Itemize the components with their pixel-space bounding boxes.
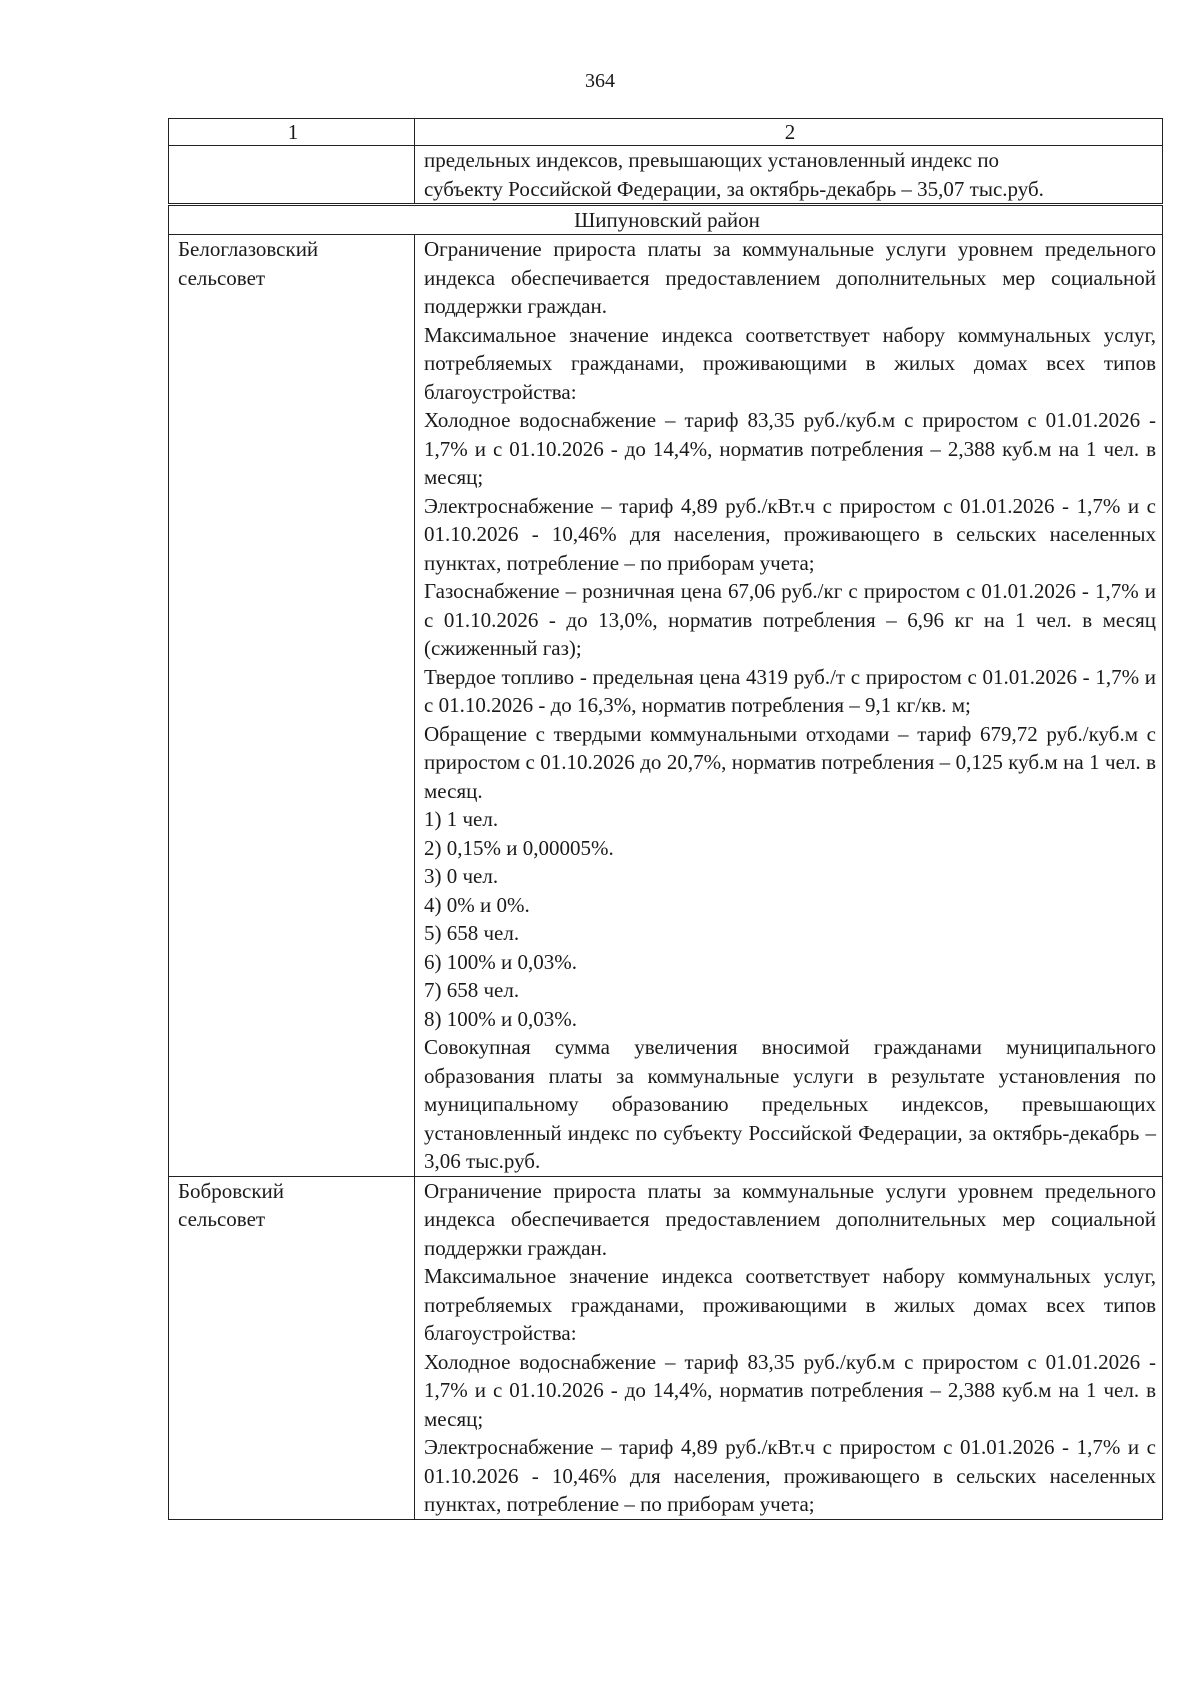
description-paragraph: Обращение с твердыми коммунальными отходами – тариф 679,72 руб./куб.м с приростом с 01.10.2026 до 20,7%, норматив потребления – 0,125 куб.м на 1 чел. в месяц. (424, 721, 1156, 803)
list-item: 1) 1 чел. (424, 807, 499, 831)
page-number: 364 (585, 70, 615, 92)
table-header-row (169, 119, 1163, 146)
municipality-name: Бобровский сельсовет (169, 1176, 415, 1519)
list-item: 4) 0% и 0%. (424, 892, 530, 917)
description-paragraph: Ограничение прироста платы за коммунальные услуги уровнем предельного индекса обеспечивается предоставлением дополнительных мер социальной поддержки граждан. (424, 237, 1156, 318)
municipality-name: Белоглазовский сельсовет (169, 235, 415, 1177)
table-row (169, 235, 1163, 1177)
list-item: 2) 0,15% и 0,00005%. (424, 835, 614, 860)
column-header-1: 1 (169, 119, 415, 146)
list-item: 8) 100% и 0,03%. (424, 1006, 577, 1031)
municipality-description (415, 1176, 1163, 1519)
list-item: 5) 658 чел. (424, 921, 520, 945)
list-item: 6) 100% и 0,03%. (424, 949, 577, 974)
description-paragraph: Газоснабжение – розничная цена 67,06 руб./кг с приростом с 01.01.2026 - 1,7% и с 01.10.2026 - до 13,0%, норматив потребления – 6,96 кг на 1 чел. в месяц (сжиженный газ); (424, 579, 1156, 660)
region-row (169, 205, 1163, 235)
column-header-2: 2 (415, 119, 1163, 146)
municipal-index-table (168, 118, 1163, 1520)
continuation-text-cell (415, 146, 1163, 205)
list-item: 7) 658 чел. (424, 978, 520, 1002)
list-item: 3) 0 чел. (424, 864, 499, 888)
continuation-row (169, 146, 1163, 205)
description-paragraph: Холодное водоснабжение – тариф 83,35 руб./куб.м с приростом с 01.01.2026 - 1,7% и с 01.10.2026 - до 14,4%, норматив потребления – 2,388 куб.м на 1 чел. в месяц; (424, 1349, 1156, 1431)
description-paragraph: Холодное водоснабжение – тариф 83,35 руб./куб.м с приростом с 01.01.2026 - 1,7% и с 01.10.2026 - до 14,4%, норматив потребления – 2,388 куб.м на 1 чел. в месяц; (424, 408, 1156, 489)
description-paragraph: Твердое топливо - предельная цена 4319 руб./т с приростом с 01.01.2026 - 1,7% и с 01.10.2026 - до 16,3%, норматив потребления – 9,1 кг/кв. м; (424, 664, 1156, 717)
table-row (169, 1176, 1163, 1519)
continuation-line: субъекту Российской Федерации, за октябрь-декабрь – 35,07 тыс.руб. (424, 176, 1044, 201)
description-paragraph: Максимальное значение индекса соответствует набору коммунальных услуг, потребляемых гражданами, проживающими в жилых домах всех типов благоустройства: (424, 322, 1156, 404)
summary-paragraph: Совокупная сумма увеличения вносимой гражданами муниципального образования платы за коммунальные услуги в результате установления по муниципальному образованию предельных индексов, превышающих установленный индекс по субъекту Российской Федерации, за октябрь-декабрь – 3,06 тыс.руб. (424, 1035, 1156, 1173)
description-paragraph: Максимальное значение индекса соответствует набору коммунальных услуг, потребляемых гражданами, проживающими в жилых домах всех типов благоустройства: (424, 1264, 1156, 1345)
region-title: Шипуновский район (169, 205, 1163, 235)
continuation-name-cell (169, 146, 415, 205)
continuation-line: предельных индексов, превышающих установленный индекс по (424, 148, 1000, 172)
description-paragraph: Электроснабжение – тариф 4,89 руб./кВт.ч с приростом с 01.01.2026 - 1,7% и с 01.10.2026 - 10,46% для населения, проживающего в сельских населенных пунктах, потребление – по приборам учета; (424, 493, 1156, 575)
municipality-description (415, 235, 1163, 1177)
description-paragraph: Ограничение прироста платы за коммунальные услуги уровнем предельного индекса обеспечивается предоставлением дополнительных мер социальной поддержки граждан. (424, 1178, 1156, 1260)
description-paragraph: Электроснабжение – тариф 4,89 руб./кВт.ч с приростом с 01.01.2026 - 1,7% и с 01.10.2026 - 10,46% для населения, проживающего в сельских населенных пунктах, потребление – по приборам учета; (424, 1435, 1156, 1516)
